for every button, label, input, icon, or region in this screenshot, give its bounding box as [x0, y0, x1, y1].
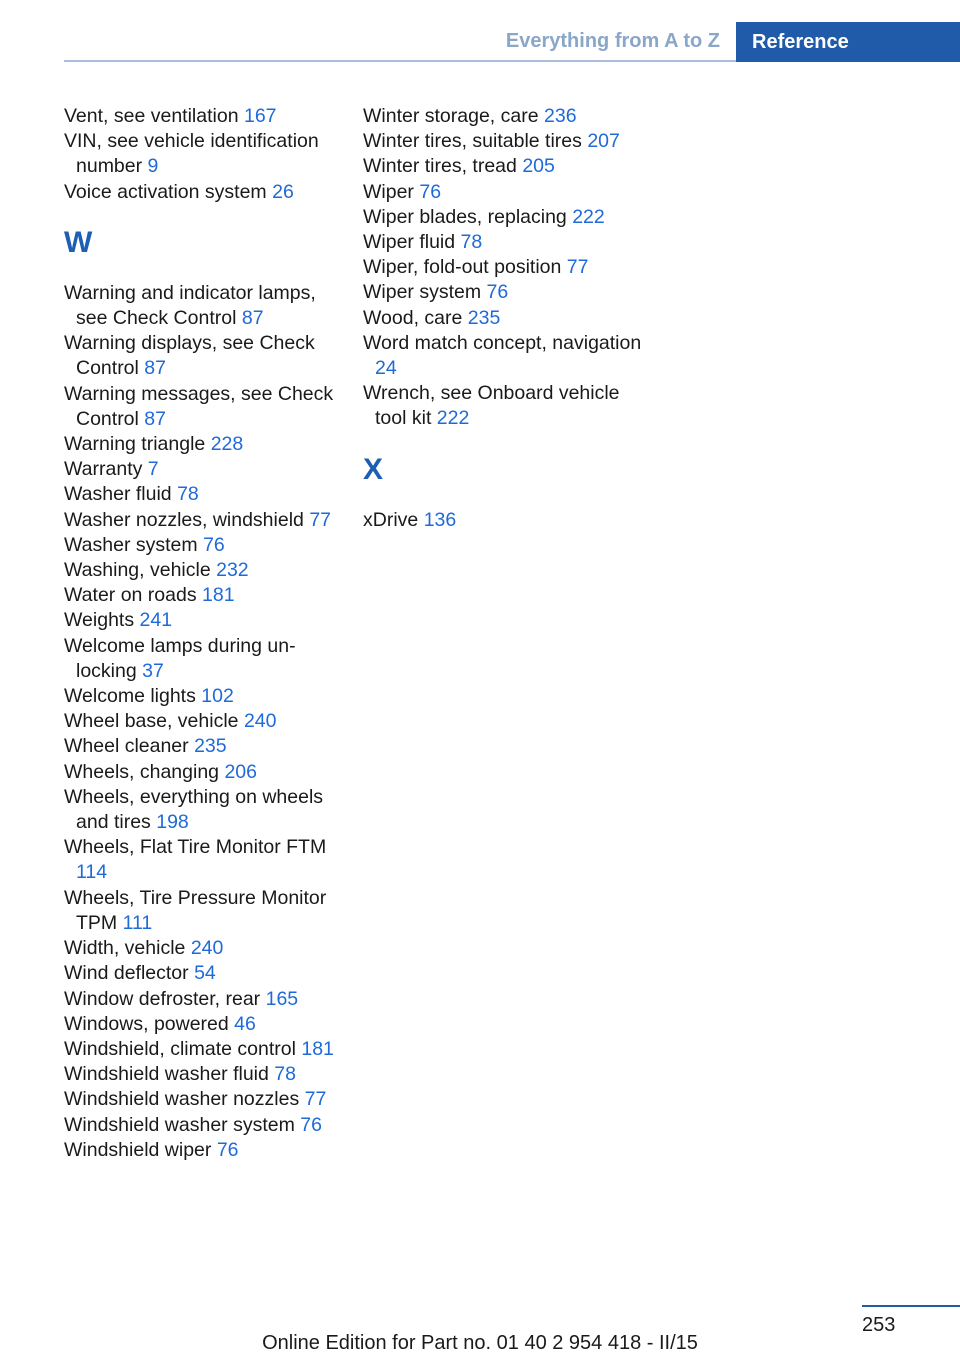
index-entry-text: Windshield wiper [64, 1138, 212, 1161]
index-entry-text: Windshield washer system [64, 1113, 295, 1136]
index-page-link[interactable]: 77 [566, 256, 589, 279]
index-entry-text: Washing, vehicle [64, 559, 211, 582]
index-entry [363, 180, 643, 205]
index-entry-text: Wiper, fold-out position [363, 256, 562, 279]
index-page-link[interactable]: 87 [144, 407, 166, 430]
index-entry-text: VIN, see vehicle identification number [64, 130, 319, 178]
index-entry-text: Wiper system [363, 281, 482, 304]
index-entry-text: Winter tires, suitable tires [363, 130, 582, 153]
index-entry-text: Wheels, everything on wheels and tires [64, 785, 324, 834]
index-page-link[interactable]: 114 [76, 861, 108, 884]
index-entry [64, 709, 344, 734]
index-entry [64, 684, 344, 709]
index-entry-text: Width, vehicle [64, 937, 186, 960]
index-entry [363, 230, 643, 255]
index-page-link[interactable]: 37 [142, 659, 164, 682]
index-entry-text: Window defroster, rear [64, 987, 261, 1010]
index-entry [64, 382, 344, 432]
index-page-link[interactable]: 111 [122, 911, 153, 934]
index-entry [363, 154, 643, 179]
index-entry [64, 129, 344, 179]
index-entry-text: Wheels, Tire Pressure Monitor TPM [64, 886, 327, 934]
footer-rule [862, 1305, 960, 1307]
index-entry [64, 457, 344, 482]
index-entry-text: Warning triangle [64, 433, 206, 456]
index-entry [64, 331, 344, 381]
index-entry-text: Weights [64, 609, 135, 632]
index-entry-text: Warning and indicator lamps, see Check Control [64, 281, 316, 330]
index-entry-text: Wheels, changing [64, 760, 220, 783]
index-page-link[interactable]: 78 [177, 483, 199, 506]
index-entry [363, 508, 643, 533]
index-page-link[interactable]: 205 [522, 155, 555, 178]
index-entry-text: Washer nozzles, windshield [64, 508, 304, 531]
index-page-link[interactable]: 7 [147, 458, 159, 481]
index-column-right [363, 104, 643, 533]
index-page-link[interactable]: 167 [243, 105, 277, 127]
index-entry-text: Washer fluid [64, 483, 172, 506]
index-entry [363, 205, 643, 230]
index-entry-text: Wrench, see Onboard vehicle tool kit [363, 382, 620, 430]
index-entry-text: xDrive [363, 508, 419, 531]
index-entry [64, 987, 344, 1012]
index-letter-heading: W [64, 225, 93, 259]
index-entry-text: Water on roads [64, 584, 197, 607]
index-page-link[interactable]: 222 [572, 205, 605, 228]
index-entry-text: Wheel cleaner [64, 735, 189, 758]
index-page-link[interactable]: 235 [194, 735, 227, 758]
index-entry-text: Wiper [363, 180, 414, 203]
index-page-link[interactable]: 76 [419, 180, 442, 203]
index-page-link[interactable]: 240 [243, 710, 277, 733]
index-page-link[interactable]: 235 [467, 306, 501, 329]
index-page-link[interactable]: 26 [272, 180, 294, 203]
index-entry [64, 1113, 344, 1138]
index-entry-text: Warning messages, see Check Control [64, 382, 334, 430]
index-page-link[interactable]: 222 [436, 407, 470, 430]
index-page-link[interactable]: 236 [544, 105, 577, 127]
index-entry-text: Voice activation system [64, 180, 267, 203]
index-entry-text: Welcome lights [64, 685, 196, 708]
index-page-link[interactable]: 87 [144, 357, 166, 380]
index-entry-text: Windows, powered [64, 1012, 229, 1035]
index-entry [363, 280, 643, 305]
index-page-link[interactable]: 136 [423, 508, 457, 531]
footer-edition: Online Edition for Part no. 01 40 2 954 418 - II/15 [262, 1332, 698, 1354]
header-chapter-tab: Reference [736, 22, 960, 62]
index-entry [64, 1037, 344, 1062]
index-entry-text: Wind deflector [64, 962, 189, 985]
index-entry-text: Windshield washer fluid [64, 1063, 269, 1086]
index-page-link[interactable]: 240 [190, 937, 224, 960]
index-entry [64, 760, 344, 785]
index-entry [64, 886, 344, 936]
index-entry [64, 432, 344, 457]
index-page-link[interactable]: 228 [210, 433, 244, 456]
index-page-link[interactable]: 24 [375, 357, 397, 380]
index-page-link[interactable]: 46 [234, 1012, 256, 1035]
index-entry-text: Windshield washer nozzles [64, 1088, 300, 1111]
index-entry-text: Windshield, climate control [64, 1037, 296, 1060]
index-entry-text: Wheels, Flat Tire Monitor FTM [64, 836, 327, 859]
index-page-link[interactable]: 165 [265, 987, 299, 1010]
index-page-link[interactable]: 232 [216, 559, 249, 582]
index-entry [64, 734, 344, 759]
index-entry [64, 1087, 344, 1112]
index-page-link[interactable]: 102 [201, 685, 234, 708]
index-entry [64, 936, 344, 961]
index-page-link[interactable]: 78 [274, 1063, 296, 1086]
index-entry-text: Washer system [64, 533, 198, 556]
index-entry-text: Vent, see ventilation [64, 105, 239, 127]
index-page-link[interactable]: 54 [194, 962, 216, 985]
index-page-link[interactable]: 206 [224, 760, 257, 783]
index-page-link[interactable]: 76 [300, 1113, 322, 1136]
index-entry-text: Wheel base, vehicle [64, 710, 239, 733]
index-entry-text: Word match concept, navigation [363, 331, 642, 354]
index-entry [64, 281, 344, 331]
index-page-link[interactable]: 9 [147, 155, 159, 178]
index-entry [64, 482, 344, 507]
index-page-link[interactable]: 77 [309, 508, 332, 531]
index-entry [64, 1138, 344, 1163]
header-section-title: Everything from A to Z [505, 30, 720, 52]
index-entry [363, 104, 643, 129]
index-entry-text: Wood, care [363, 306, 463, 329]
index-entry-text: Wiper fluid [363, 231, 456, 254]
index-entry [64, 835, 344, 885]
index-page-link[interactable]: 76 [216, 1138, 239, 1161]
index-entry [64, 558, 344, 583]
index-column-left [64, 104, 344, 1163]
index-entry-text: Warning displays, see Check Control [64, 332, 315, 380]
index-entry [64, 608, 344, 633]
index-page-link[interactable]: 76 [486, 281, 509, 304]
index-page-link[interactable]: 76 [203, 533, 225, 556]
index-entry-text: Warranty [64, 458, 143, 481]
index-entry [64, 533, 344, 558]
index-entry [363, 381, 643, 431]
index-entry-text: Wiper blades, replacing [363, 205, 567, 228]
page-number: 253 [862, 1314, 896, 1336]
index-entry [64, 508, 344, 533]
index-page-link[interactable]: 77 [304, 1088, 327, 1111]
index-letter-heading: X [363, 452, 384, 486]
index-entry [64, 961, 344, 986]
index-entry [363, 306, 643, 331]
index-entry-text: Winter storage, care [363, 105, 539, 127]
index-entry [64, 180, 344, 205]
index-entry [64, 1012, 344, 1037]
index-entry [363, 255, 643, 280]
index-entry [64, 785, 344, 835]
index-entry-text: Winter tires, tread [363, 155, 517, 178]
index-page-link[interactable]: 78 [460, 231, 483, 254]
index-entry-text: Welcome lamps during unlocking [64, 634, 296, 682]
index-page-link[interactable]: 207 [587, 130, 620, 153]
index-entry [363, 129, 643, 154]
index-entry [64, 634, 344, 684]
index-entry [64, 1062, 344, 1087]
index-page-link[interactable]: 241 [139, 609, 173, 632]
index-entry [363, 331, 643, 381]
index-entry [64, 104, 344, 129]
index-page-link[interactable]: 87 [241, 307, 264, 330]
index-page-link[interactable]: 181 [301, 1037, 334, 1060]
index-entry [64, 583, 344, 608]
index-page-link[interactable]: 181 [202, 584, 235, 607]
index-page-link[interactable]: 198 [156, 811, 189, 834]
